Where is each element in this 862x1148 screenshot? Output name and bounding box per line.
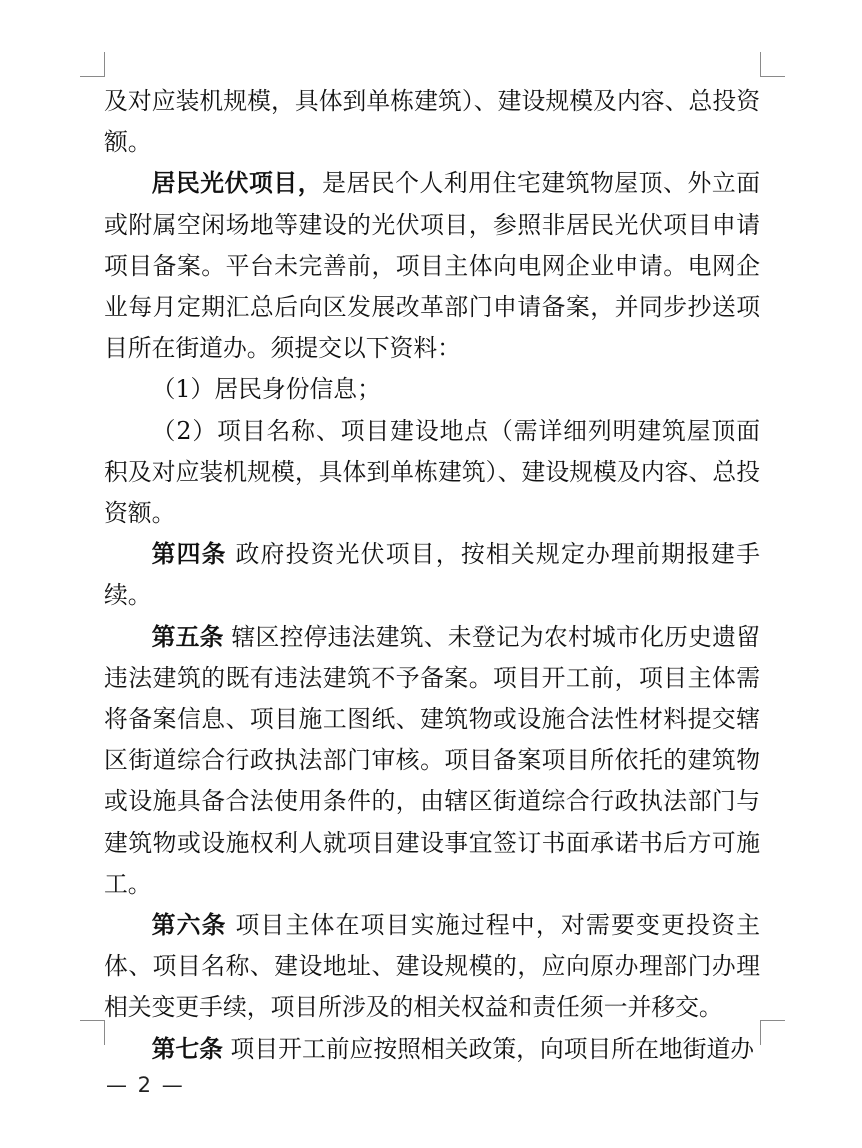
list-item-2: （2）项目名称、项目建设地点（需详细列明建筑屋顶面积及对应装机规模，具体到单栋建筑）、建设规模及内容、总投资额。 [104, 416, 760, 528]
paragraph-resident-pv [104, 163, 760, 369]
article-4-label: 第四条 [151, 540, 227, 569]
crop-mark-bottom-right [760, 1020, 785, 1045]
article-5 [104, 617, 760, 905]
page-number: — 2 — [106, 1073, 185, 1097]
article-7 [104, 1029, 760, 1070]
article-4 [104, 534, 760, 616]
crop-mark-top-left [80, 52, 105, 77]
paragraph-continuation: 及对应装机规模，具体到单栋建筑）、建设规模及内容、总投资额。 [104, 87, 760, 157]
article-4-text: 政府投资光伏项目，按相关规定办理前期报建手续。 [104, 540, 760, 610]
crop-mark-top-right [760, 52, 785, 77]
article-6 [104, 905, 760, 1029]
document-body [104, 81, 760, 1070]
list-item-1: （1）居民身份信息； [151, 375, 381, 404]
term-resident-pv: 居民光伏项目， [151, 169, 323, 198]
crop-mark-bottom-left [80, 1020, 105, 1045]
article-6-text: 项目主体在项目实施过程中，对需要变更投资主体、项目名称、建设地址、建设规模的，应向原办理部门办理相关变更手续，项目所涉及的相关权益和责任须一并移交。 [104, 911, 760, 1022]
article-6-label: 第六条 [151, 911, 227, 940]
article-5-text: 辖区控停违法建筑、未登记为农村城市化历史遗留违法建筑的既有违法建筑不予备案。项目开工前，项目主体需将备案信息、项目施工图纸、建筑物或设施合法性材料提交辖区街道综合行政执法部门审核。项目备案项目所依托的建筑物或设施具备合法使用条件的，由辖区街道综合行政执法部门与建筑物或设施权利人就项目建设事宜签订书面承诺书后方可施工。 [104, 622, 760, 898]
article-5-label: 第五条 [151, 622, 224, 651]
article-7-label: 第七条 [151, 1034, 223, 1063]
paragraph-resident-pv-text: 是居民个人利用住宅建筑物屋顶、外立面或附属空闲场地等建设的光伏项目，参照非居民光伏项目申请项目备案。平台未完善前，项目主体向电网企业申请。电网企业每月定期汇总后向区发展改革部门申请备案，并同步抄送项目所在街道办。须提交以下资料： [104, 169, 761, 363]
article-7-text: 项目开工前应按照相关政策，向项目所在地街道办 [222, 1034, 755, 1063]
